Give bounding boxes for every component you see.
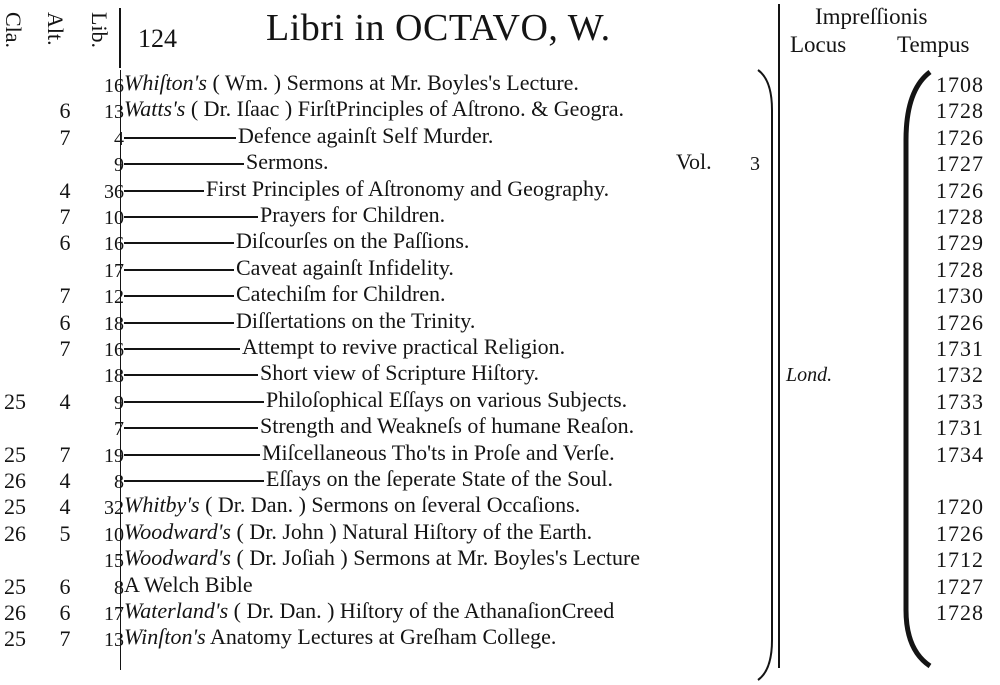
book-entry xyxy=(124,334,565,360)
alt-number: 4 xyxy=(59,177,71,203)
book-title: Strength and Weakneſs of humane Reaſon. xyxy=(260,413,635,439)
entry-row xyxy=(0,96,1000,122)
ditto-dash xyxy=(124,427,258,429)
year-of-printing: 1712 xyxy=(936,547,984,573)
lib-number: 7 xyxy=(114,418,124,441)
entry-row xyxy=(0,466,1000,492)
lib-number: 32 xyxy=(104,497,124,520)
ditto-dash xyxy=(124,216,258,218)
book-entry xyxy=(124,202,445,228)
alt-number: 7 xyxy=(59,283,71,309)
entry-row xyxy=(0,440,1000,466)
entry-row xyxy=(0,308,1000,334)
entry-row xyxy=(0,387,1000,413)
year-of-printing: 1728 xyxy=(936,204,984,229)
alt-number: 4 xyxy=(59,388,71,414)
year-of-printing: 1720 xyxy=(936,494,984,520)
book-entry xyxy=(124,228,469,254)
book-entry xyxy=(124,360,539,386)
book-entry xyxy=(124,96,624,122)
column-label-lib: Lib. xyxy=(87,12,112,49)
entry-row xyxy=(0,545,1000,571)
year-of-printing: 1726 xyxy=(936,520,984,546)
alt-number: 6 xyxy=(59,573,71,599)
lib-number: 17 xyxy=(104,603,124,625)
year-of-printing: 1731 xyxy=(936,415,984,441)
lib-number: 17 xyxy=(104,259,124,282)
entry-row xyxy=(0,202,1000,228)
ditto-dash xyxy=(124,295,234,297)
alt-number: 4 xyxy=(59,468,71,493)
year-of-printing: 1730 xyxy=(936,283,984,309)
class-number: 25 xyxy=(4,573,26,599)
class-number: 25 xyxy=(4,494,26,520)
book-title: Catechiſm for Children. xyxy=(236,281,446,307)
book-title: Attempt to revive practical Religion. xyxy=(242,334,566,359)
year-of-printing: 1729 xyxy=(936,230,984,256)
year-of-printing: 1733 xyxy=(936,388,984,414)
year-of-printing: 1726 xyxy=(936,124,984,150)
entry-row xyxy=(0,334,1000,360)
author-name: Whiſton's xyxy=(124,70,207,95)
ditto-dash xyxy=(124,374,258,376)
lib-number: 13 xyxy=(104,629,124,652)
entry-row xyxy=(0,176,1000,202)
class-number: 25 xyxy=(4,626,26,652)
year-of-printing: 1726 xyxy=(936,177,984,203)
author-name: Winſton's xyxy=(124,624,206,650)
book-title: ( Dr. Iſaac ) FirſtPrinciples of Aſtrono. & Geogra. xyxy=(190,96,625,122)
ditto-dash xyxy=(124,348,240,350)
entry-row xyxy=(0,598,1000,624)
lib-number: 36 xyxy=(104,180,124,203)
ditto-dash xyxy=(124,401,264,403)
book-entry xyxy=(124,255,454,281)
book-title: Short view of Scripture Hiſtory. xyxy=(260,360,540,386)
class-number: 25 xyxy=(4,441,26,467)
book-entry xyxy=(124,598,614,624)
year-of-printing: 1727 xyxy=(936,151,984,177)
entry-row xyxy=(0,123,1000,149)
lib-number: 15 xyxy=(104,550,124,573)
book-entry xyxy=(124,492,580,518)
author-name: Watts's xyxy=(124,96,186,122)
author-name: Woodward's xyxy=(124,545,231,571)
alt-number: 4 xyxy=(59,494,71,520)
year-of-printing: 1727 xyxy=(936,573,984,599)
ditto-dash xyxy=(124,269,234,271)
class-number: 26 xyxy=(4,600,26,625)
alt-number: 7 xyxy=(59,626,71,652)
page-title: Libri in OCTAVO, W. xyxy=(266,7,611,49)
volume-label: Vol. xyxy=(676,149,712,175)
year-of-printing: 1731 xyxy=(936,336,984,361)
book-title: Prayers for Children. xyxy=(260,202,446,227)
book-title: Defence againſt Self Murder. xyxy=(238,122,494,148)
volume-number: 3 xyxy=(750,153,760,176)
lib-number: 16 xyxy=(104,75,124,97)
class-number: 26 xyxy=(4,520,26,546)
page-number: 124 xyxy=(138,24,177,53)
lib-number: 8 xyxy=(114,471,124,493)
book-entry xyxy=(124,281,446,307)
alt-number: 5 xyxy=(59,520,71,546)
book-title: Eſſays on the ſeperate State of the Soul. xyxy=(266,466,614,491)
lib-number: 9 xyxy=(114,391,124,414)
lib-number: 18 xyxy=(104,312,124,335)
book-title: ( Dr. Dan. ) Sermons on ſeveral Occaſions. xyxy=(205,492,581,518)
alt-number: 7 xyxy=(59,204,71,229)
author-name: Waterland's xyxy=(124,598,229,623)
author-name: Whitby's xyxy=(124,492,200,518)
book-title: Sermons. xyxy=(246,149,329,175)
ditto-dash xyxy=(124,137,236,139)
lib-number: 10 xyxy=(104,523,124,546)
lib-number: 9 xyxy=(114,154,124,177)
book-title: First Principles of Aſtronomy and Geography. xyxy=(206,175,610,201)
ditto-dash xyxy=(124,190,204,192)
year-of-printing: 1708 xyxy=(936,72,984,97)
header-locus: Locus xyxy=(790,32,847,57)
year-of-printing: 1734 xyxy=(936,441,984,467)
author-name: Woodward's xyxy=(124,518,231,544)
book-entry xyxy=(124,70,579,96)
book-entry xyxy=(124,466,613,492)
lib-number: 18 xyxy=(104,365,124,388)
entry-row xyxy=(0,228,1000,254)
year-of-printing: 1728 xyxy=(936,98,984,124)
book-entry xyxy=(124,308,475,334)
book-title: ( Dr. Dan. ) Hiſtory of the AthanaſionCreed xyxy=(233,598,615,623)
column-label-cla: Cla. xyxy=(1,12,26,49)
book-entry xyxy=(124,624,556,650)
book-title: Caveat againſt Infidelity. xyxy=(236,254,454,280)
book-title: Miſcellaneous Tho'ts in Proſe and Verſe. xyxy=(262,439,615,465)
book-title: A Welch Bible xyxy=(124,571,253,597)
ditto-dash xyxy=(124,322,234,324)
header-tempus: Tempus xyxy=(897,32,970,57)
year-of-printing: 1728 xyxy=(936,600,984,625)
entry-row xyxy=(0,624,1000,650)
book-entry xyxy=(124,123,493,149)
book-entry xyxy=(124,176,609,202)
alt-number: 6 xyxy=(59,600,71,625)
entry-row xyxy=(0,70,1000,96)
ditto-dash xyxy=(124,454,260,456)
book-title: ( Wm. ) Sermons at Mr. Boyles's Lecture. xyxy=(212,70,579,95)
entry-row xyxy=(0,255,1000,281)
alt-number: 6 xyxy=(59,309,71,335)
lib-number: 12 xyxy=(104,286,124,309)
book-title: Philoſophical Eſſays on various Subjects. xyxy=(266,386,628,412)
book-entry xyxy=(124,413,634,439)
book-entry xyxy=(124,387,627,413)
book-title: ( Dr. John ) Natural Hiſtory of the Earth. xyxy=(236,518,593,544)
entry-row xyxy=(0,360,1000,386)
lib-number: 16 xyxy=(104,233,124,256)
year-of-printing: 1728 xyxy=(936,256,984,282)
lib-number: 8 xyxy=(114,576,124,599)
place-of-printing: Lond. xyxy=(786,364,833,386)
ditto-dash xyxy=(124,480,264,482)
book-entry xyxy=(124,519,592,545)
lib-number: 19 xyxy=(104,444,124,467)
column-label-alt: Alt. xyxy=(43,12,68,46)
alt-number: 7 xyxy=(59,441,71,467)
book-entry xyxy=(124,149,329,175)
header-impressionis: Impreſſionis xyxy=(815,4,928,29)
entry-row xyxy=(0,492,1000,518)
ditto-dash xyxy=(124,242,234,244)
alt-number: 7 xyxy=(59,336,71,361)
year-of-printing: 1726 xyxy=(936,309,984,335)
entry-row xyxy=(0,281,1000,307)
lib-number: 4 xyxy=(114,127,124,150)
entry-row xyxy=(0,413,1000,439)
book-entry xyxy=(124,440,615,466)
year-of-printing: 1732 xyxy=(936,362,984,388)
book-title: Anatomy Lectures at Greſham College. xyxy=(210,624,557,650)
entry-row xyxy=(0,149,1000,175)
class-number: 26 xyxy=(4,468,26,493)
class-number: 25 xyxy=(4,388,26,414)
alt-number: 6 xyxy=(59,98,71,124)
lib-number: 10 xyxy=(104,207,124,229)
book-entry xyxy=(124,572,253,598)
alt-number: 7 xyxy=(59,124,71,150)
lib-number: 16 xyxy=(104,339,124,361)
entry-row xyxy=(0,572,1000,598)
book-title: Diſcourſes on the Paſſions. xyxy=(236,228,470,254)
alt-number: 6 xyxy=(59,230,71,256)
book-title: ( Dr. Joſiah ) Sermons at Mr. Boyles's Lecture xyxy=(236,545,641,571)
book-title: Diſſertations on the Trinity. xyxy=(236,307,476,333)
ditto-dash xyxy=(124,163,244,165)
lib-number: 13 xyxy=(104,101,124,124)
entry-row xyxy=(0,519,1000,545)
book-entry xyxy=(124,545,640,571)
